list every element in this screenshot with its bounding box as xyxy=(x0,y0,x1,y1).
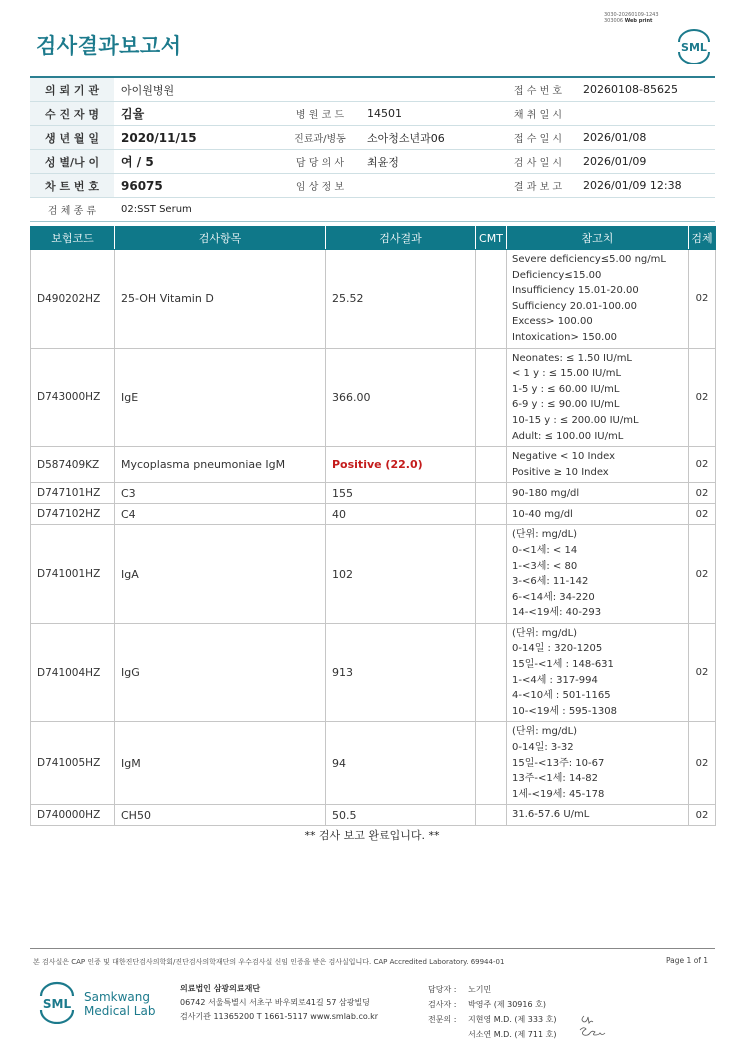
col-header-reference: 참고치 xyxy=(507,227,689,250)
signature-icon xyxy=(576,1008,610,1040)
sml-logo-icon xyxy=(675,28,713,64)
info-row xyxy=(30,174,715,198)
accreditation-notice: 본 검사실은 CAP 인증 및 대한진단검사의학회/진단검사의학재단의 우수검사실 신임 인증을 받은 검사실입니다. CAP Accredited Laboratory. 69944-01 xyxy=(33,958,505,966)
reference-line: 4-<10세 : 501-1165 xyxy=(512,690,611,702)
insurance-code: D747101HZ xyxy=(31,483,115,504)
staff-row xyxy=(428,982,556,997)
specimen-code: 02 xyxy=(689,525,716,624)
sml-logo-text: SML xyxy=(42,997,72,1011)
test-item: 25-OH Vitamin D xyxy=(115,250,326,349)
reference-line: < 1 y : ≤ 15.00 IU/mL xyxy=(512,368,622,380)
doc-ref-code: 303006 xyxy=(604,18,624,24)
request-org-label: 의 뢰 기 관 xyxy=(30,77,114,102)
col-header-result: 검사결과 xyxy=(326,227,476,250)
col-header-code: 보험코드 xyxy=(31,227,115,250)
test-result: 366.00 xyxy=(326,348,476,447)
reference-line: 1-<4세 : 317-994 xyxy=(512,674,598,686)
staff-name: 박영주 (제 30916 호) xyxy=(468,1000,546,1009)
sml-logo-icon xyxy=(36,980,78,1024)
reference-line: 10-40 mg/dl xyxy=(512,508,573,520)
doctor-value: 최윤정 xyxy=(360,150,500,174)
test-item: Mycoplasma pneumoniae IgM xyxy=(115,447,326,483)
specimen-code: 02 xyxy=(689,504,716,525)
reference-line: 15일-<1세 : 148-631 xyxy=(512,659,614,671)
lab-name xyxy=(84,990,155,1018)
reference-line: Sufficiency 20.01-100.00 xyxy=(512,300,637,312)
test-item: IgG xyxy=(115,623,326,722)
reference-line: 1-5 y : ≤ 60.00 IU/mL xyxy=(512,383,620,395)
cmt xyxy=(476,805,507,826)
doc-ref-line-1: 3030-20260109-1243 xyxy=(604,12,659,18)
specimen-code: 02 xyxy=(689,447,716,483)
col-header-item: 검사항목 xyxy=(115,227,326,250)
reference-line: Excess> 100.00 xyxy=(512,316,593,328)
reference-line: 0-14일: 3-32 xyxy=(512,742,574,754)
reference-line: (단위: mg/dL) xyxy=(512,529,578,541)
request-org-value: 아이원병원 xyxy=(114,77,280,102)
reference-line: 13주-<1세: 14-82 xyxy=(512,773,598,785)
specimen-code: 02 xyxy=(689,483,716,504)
staff-name: 노기민 xyxy=(468,985,492,994)
reference-line: 14-<19세: 40-293 xyxy=(512,607,602,619)
test-result: 40 xyxy=(326,504,476,525)
test-item: IgA xyxy=(115,525,326,624)
doctor-label: 담 당 의 사 xyxy=(280,150,360,174)
reference-range xyxy=(507,623,689,722)
reference-line: (단위: mg/dL) xyxy=(512,726,578,738)
sex-age-label: 성 별/나 이 xyxy=(30,150,114,174)
info-row xyxy=(30,150,715,174)
specimen-code: 02 xyxy=(689,722,716,805)
report-date-label: 결 과 보 고 xyxy=(500,174,576,198)
insurance-code: D490202HZ xyxy=(31,250,115,349)
col-header-cmt: CMT xyxy=(476,227,507,250)
page-number: Page 1 of 1 xyxy=(666,956,709,965)
reference-range xyxy=(507,348,689,447)
insurance-code: D743000HZ xyxy=(31,348,115,447)
col-header-specimen: 검체 xyxy=(689,227,716,250)
staff-name: 서소연 M.D. (제 711 호) xyxy=(468,1030,557,1039)
foundation-name: 의료법인 삼광의료재단 xyxy=(180,984,261,993)
staff-role: 전문의 : xyxy=(428,1015,457,1024)
received-date-label: 접 수 일 시 xyxy=(500,126,576,150)
table-row xyxy=(31,722,716,805)
reference-range xyxy=(507,722,689,805)
clinical-value xyxy=(360,174,500,198)
reference-line: 15일-<13주: 10-67 xyxy=(512,757,605,769)
empty-value xyxy=(360,77,500,102)
specimen-code: 02 xyxy=(689,348,716,447)
cmt xyxy=(476,348,507,447)
test-result: 913 xyxy=(326,623,476,722)
foundation-contact: 검사기관 11365200 T 1661-5117 www.smlab.co.kr xyxy=(180,1012,379,1021)
test-result: 50.5 xyxy=(326,805,476,826)
staff-name: 지현영 M.D. (제 333 호) xyxy=(468,1015,557,1024)
table-row xyxy=(31,525,716,624)
info-row xyxy=(30,77,715,102)
reference-line: Deficiency≤15.00 xyxy=(512,269,602,281)
cmt xyxy=(476,722,507,805)
reference-line: 1-<3세: < 80 xyxy=(512,560,578,572)
reference-range xyxy=(507,504,689,525)
received-date-value: 2026/01/08 xyxy=(576,126,715,150)
reference-line: 31.6-57.6 U/mL xyxy=(512,809,590,821)
clinical-label: 임 상 정 보 xyxy=(280,174,360,198)
birth-value: 2020/11/15 xyxy=(114,126,280,150)
test-result: 155 xyxy=(326,483,476,504)
doc-ref-line-2 xyxy=(604,18,659,24)
insurance-code: D741001HZ xyxy=(31,525,115,624)
results-header-row xyxy=(31,227,716,250)
hospital-code-label: 병 원 코 드 xyxy=(280,102,360,126)
report-date-value: 2026/01/09 12:38 xyxy=(576,174,715,198)
reference-line: 6-<14세: 34-220 xyxy=(512,591,595,603)
reference-range xyxy=(507,447,689,483)
reference-line: Intoxication> 150.00 xyxy=(512,331,618,343)
patient-label: 수 진 자 명 xyxy=(30,102,114,126)
sml-logo-text: SML xyxy=(681,41,707,54)
insurance-code: D740000HZ xyxy=(31,805,115,826)
collection-date-value xyxy=(576,102,715,126)
test-item: C4 xyxy=(115,504,326,525)
birth-label: 생 년 월 일 xyxy=(30,126,114,150)
reference-line: Insufficiency 15.01-20.00 xyxy=(512,285,639,297)
reference-line: (단위: mg/dL) xyxy=(512,627,578,639)
test-item: CH50 xyxy=(115,805,326,826)
foundation-info xyxy=(180,982,378,1024)
specimen-label: 검 체 종 류 xyxy=(30,198,114,222)
reference-line: 0-<1세: < 14 xyxy=(512,544,578,556)
insurance-code: D741004HZ xyxy=(31,623,115,722)
cmt xyxy=(476,504,507,525)
specimen-code: 02 xyxy=(689,623,716,722)
table-row xyxy=(31,623,716,722)
dept-value: 소아청소년과06 xyxy=(360,126,500,150)
table-row xyxy=(31,447,716,483)
info-row xyxy=(30,102,715,126)
empty-label xyxy=(280,77,360,102)
patient-value: 김율 xyxy=(114,102,280,126)
web-print-label: Web print xyxy=(624,18,653,24)
dept-label: 진료과/병동 xyxy=(280,126,360,150)
patient-info-table xyxy=(30,76,715,222)
foundation-address: 06742 서울특별시 서초구 바우뫼로41길 57 삼광빌딩 xyxy=(180,998,370,1007)
info-row xyxy=(30,126,715,150)
reference-line: 6-9 y : ≤ 90.00 IU/mL xyxy=(512,399,620,411)
table-row xyxy=(31,348,716,447)
specimen-value: 02:SST Serum xyxy=(114,198,715,222)
test-result: 94 xyxy=(326,722,476,805)
report-title: 검사결과보고서 xyxy=(36,34,182,58)
table-row xyxy=(31,805,716,826)
staff-row xyxy=(428,1027,556,1042)
reference-line: Adult: ≤ 100.00 IU/mL xyxy=(512,430,624,442)
reference-line: 10-<19세 : 595-1308 xyxy=(512,705,617,717)
specimen-code: 02 xyxy=(689,805,716,826)
reference-range xyxy=(507,483,689,504)
staff-role: 검사자 : xyxy=(428,1000,457,1009)
insurance-code: D741005HZ xyxy=(31,722,115,805)
table-row xyxy=(31,250,716,349)
reference-line: 3-<6세: 11-142 xyxy=(512,576,589,588)
lab-name-line-1: Samkwang xyxy=(84,990,150,1004)
specimen-code: 02 xyxy=(689,250,716,349)
reference-line: 1세-<19세: 45-178 xyxy=(512,788,605,800)
test-item: IgM xyxy=(115,722,326,805)
staff-row xyxy=(428,1012,556,1027)
reference-range xyxy=(507,805,689,826)
test-item: C3 xyxy=(115,483,326,504)
test-date-value: 2026/01/09 xyxy=(576,150,715,174)
test-item: IgE xyxy=(115,348,326,447)
cmt xyxy=(476,447,507,483)
reference-line: 90-180 mg/dl xyxy=(512,487,580,499)
reference-range xyxy=(507,525,689,624)
reference-line: 0-14일 : 320-1205 xyxy=(512,643,603,655)
chart-no-value: 96075 xyxy=(114,174,280,198)
test-result-positive: Positive (22.0) xyxy=(326,447,476,483)
test-result: 25.52 xyxy=(326,250,476,349)
cmt xyxy=(476,250,507,349)
insurance-code: D587409KZ xyxy=(31,447,115,483)
chart-no-label: 차 트 번 호 xyxy=(30,174,114,198)
receipt-no-label: 접 수 번 호 xyxy=(500,77,576,102)
doc-reference xyxy=(604,12,659,24)
reference-line: Severe deficiency≤5.00 ng/mL xyxy=(512,254,666,265)
reference-line: Negative < 10 Index xyxy=(512,451,616,463)
insurance-code: D747102HZ xyxy=(31,504,115,525)
table-row xyxy=(31,483,716,504)
hospital-code-value: 14501 xyxy=(360,102,500,126)
cmt xyxy=(476,623,507,722)
staff-list xyxy=(428,982,556,1042)
footer-divider xyxy=(30,948,715,949)
test-result: 102 xyxy=(326,525,476,624)
results-table xyxy=(30,226,716,826)
reference-line: Positive ≥ 10 Index xyxy=(512,466,609,478)
reference-line: 10-15 y : ≤ 200.00 IU/mL xyxy=(512,414,639,426)
cmt xyxy=(476,525,507,624)
completion-note: ** 검사 보고 완료입니다. ** xyxy=(304,829,440,842)
receipt-no-value: 20260108-85625 xyxy=(576,77,715,102)
test-date-label: 검 사 일 시 xyxy=(500,150,576,174)
lab-name-line-2: Medical Lab xyxy=(84,1004,156,1018)
info-row xyxy=(30,198,715,222)
table-row xyxy=(31,504,716,525)
reference-line: Neonates: ≤ 1.50 IU/mL xyxy=(512,352,632,364)
reference-range xyxy=(507,250,689,349)
sex-age-value: 여 / 5 xyxy=(114,150,280,174)
staff-role: 담당자 : xyxy=(428,985,457,994)
staff-row xyxy=(428,997,556,1012)
collection-date-label: 채 취 일 시 xyxy=(500,102,576,126)
cmt xyxy=(476,483,507,504)
